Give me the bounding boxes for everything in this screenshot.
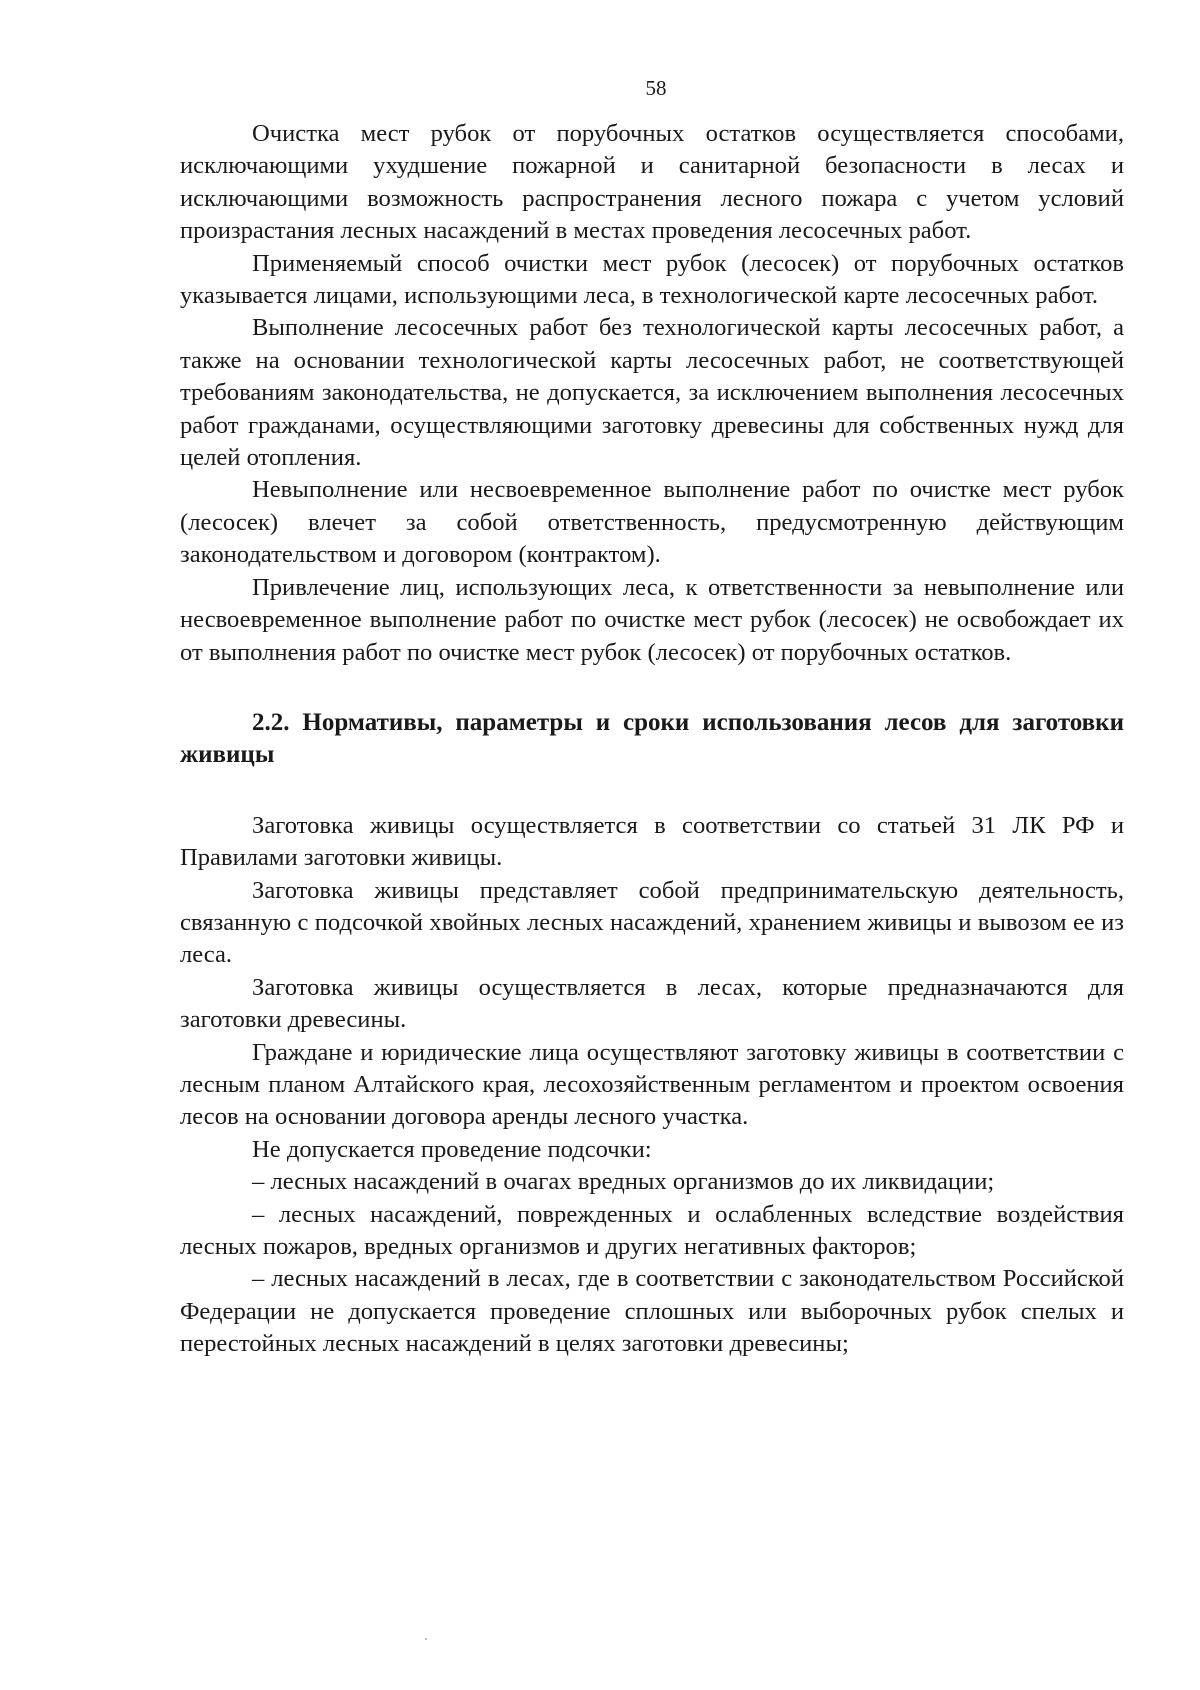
list-item: – лесных насаждений в очагах вредных организмов до их ликвидации; xyxy=(252,1168,995,1196)
section-heading: 2.2. Нормативы, параметры и сроки использования лесов для заготовки живицы xyxy=(180,708,1124,769)
page-number: 58 xyxy=(645,76,667,100)
list-item: – лесных насаждений в лесах, где в соответствии с законодательством Российской Федерации не допускается проведение сплошных или выборочных рубок спелых и перестойных лесных насаждений в целях заготовки древесины; xyxy=(180,1265,1124,1358)
document-body xyxy=(180,118,1124,1361)
paragraph: Не допускается проведение подсочки: xyxy=(252,1135,652,1163)
paragraph: Привлечение лиц, использующих леса, к ответственности за невыполнение или несвоевременное выполнение работ по очистке мест рубок (лесосек) не освобождает их от выполнения работ по очистке мест рубок (лесосек) от порубочных остатков. xyxy=(180,573,1124,666)
list-item: – лесных насаждений, поврежденных и ослабленных вследствие воздействия лесных пожаров, вредных организмов и других негативных факторов; xyxy=(180,1200,1124,1260)
paragraph: Заготовка живицы осуществляется в соответствии со статьей 31 ЛК РФ и Правилами заготовки живицы. xyxy=(180,811,1124,872)
paragraph: Применяемый способ очистки мест рубок (лесосек) от порубочных остатков указывается лицами, использующими леса, в технологической карте лесосечных работ. xyxy=(180,249,1124,310)
paragraph: Очистка мест рубок от порубочных остатков осуществляется способами, исключающими ухудшение пожарной и санитарной безопасности в лесах и исключающими возможность распространения лесного пожара с учетом условий произрастания лесных насаждений в местах проведения лесосечных работ. xyxy=(180,120,1124,245)
paragraph: Граждане и юридические лица осуществляют заготовку живицы в соответствии с лесным планом Алтайского края, лесохозяйственным регламентом и проектом освоения лесов на основании договора аренды лесного участка. xyxy=(180,1038,1124,1131)
paragraph: Заготовка живицы осуществляется в лесах, которые предназначаются для заготовки древесины. xyxy=(180,973,1124,1034)
paragraph: Невыполнение или несвоевременное выполнение работ по очистке мест рубок (лесосек) влечет за собой ответственность, предусмотренную действующим законодательством и договором (контрактом). xyxy=(180,476,1124,569)
scan-speck xyxy=(425,1638,427,1640)
paragraph: Выполнение лесосечных работ без технологической карты лесосечных работ, а также на основании технологической карты лесосечных работ, не соответствующей требованиям законодательства, не допускается, за исключением выполнения лесосечных работ гражданами, осуществляющими заготовку древесины для собственных нужд для целей отопления. xyxy=(180,314,1124,472)
paragraph: Заготовка живицы представляет собой предпринимательскую деятельность, связанную с подсочкой хвойных лесных насаждений, хранением живицы и вывозом ее из леса. xyxy=(180,876,1124,969)
